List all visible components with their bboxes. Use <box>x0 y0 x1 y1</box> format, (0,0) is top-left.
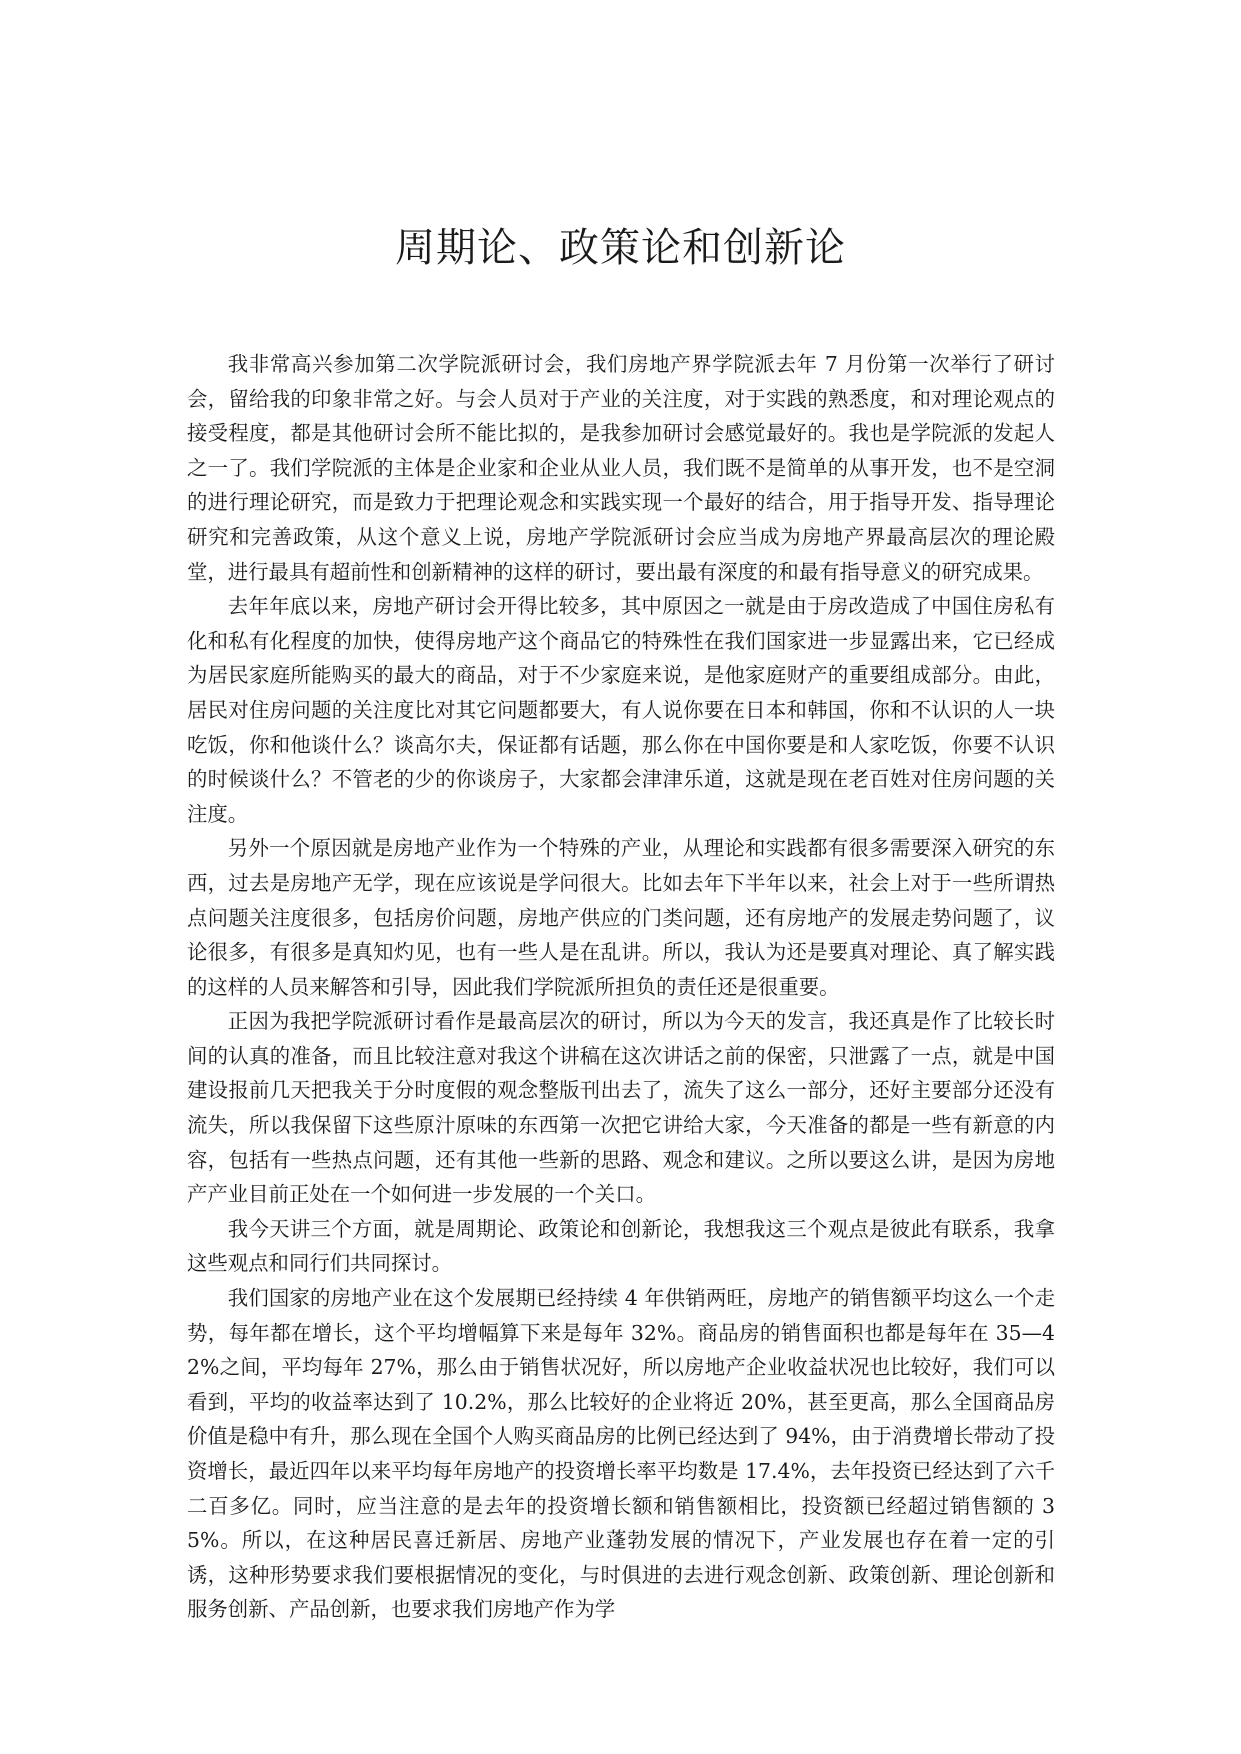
paragraph: 另外一个原因就是房地产业作为一个特殊的产业，从理论和实践都有很多需要深入研究的东西，过去是房地产无学，现在应该说是学问很大。比如去年下半年以来，社会上对于一些所谓热点问题关注度很多，包括房价问题，房地产供应的门类问题，还有房地产的发展走势问题了，议论很多，有很多是真知灼见，也有一些人是在乱讲。所以，我认为还是要真对理论、真了解实践的这样的人员来解答和引导，因此我们学院派所担负的责任还是很重要。 <box>187 836 1055 999</box>
paragraph: 我今天讲三个方面，就是周期论、政策论和创新论，我想我这三个观点是彼此有联系，我拿这些观点和同行们共同探讨。 <box>187 1216 1055 1276</box>
paragraph: 正因为我把学院派研讨看作是最高层次的研讨，所以为今天的发言，我还真是作了比较长时间的认真的准备，而且比较注意对我这个讲稿在这次讲话之前的保密，只泄露了一点，就是中国建设报前几天把我关于分时度假的观念整版刊出去了，流失了这么一部分，还好主要部分还没有流失，所以我保留下这些原汁原味的东西第一次把它讲给大家，今天准备的都是一些有新意的内容，包括有一些热点问题，还有其他一些新的思路、观念和建议。之所以要这么讲，是因为房地产产业目前正处在一个如何进一步发展的一个关口。 <box>187 1009 1055 1207</box>
paragraph: 我非常高兴参加第二次学院派研讨会，我们房地产界学院派去年 7 月份第一次举行了研讨会，留给我的印象非常之好。与会人员对于产业的关注度，对于实践的熟悉度，和对理论观点的接受程度，都是其他研讨会所不能比拟的，是我参加研讨会感觉最好的。我也是学院派的发起人之一了。我们学院派的主体是企业家和企业从业人员，我们既不是简单的从事开发，也不是空洞的进行理论研究，而是致力于把理论观念和实践实现一个最好的结合，用于指导开发、指导理论研究和完善政策，从这个意义上说，房地产学院派研讨会应当成为房地产界最高层次的理论殿堂，进行最具有超前性和创新精神的这样的研讨，要出最有深度的和最有指导意义的研究成果。 <box>187 352 1055 584</box>
paragraph: 去年年底以来，房地产研讨会开得比较多，其中原因之一就是由于房改造成了中国住房私有化和私有化程度的加快，使得房地产这个商品它的特殊性在我们国家进一步显露出来，它已经成为居民家庭所能购买的最大的商品，对于不少家庭来说，是他家庭财产的重要组成部分。由此，居民对住房问题的关注度比对其它问题都要大，有人说你要在日本和韩国，你和不认识的人一块吃饭，你和他谈什么？谈高尔夫，保证都有话题，那么你在中国你要是和人家吃饭，你要不认识的时候谈什么？不管老的少的你谈房子，大家都会津津乐道，这就是现在老百姓对住房问题的关注度。 <box>187 594 1055 826</box>
document-body <box>187 347 1055 1627</box>
document-title: 周期论、政策论和创新论 <box>395 225 846 271</box>
paragraph: 我们国家的房地产业在这个发展期已经持续 4 年供销两旺，房地产的销售额平均这么一个走势，每年都在增长，这个平均增幅算下来是每年 32%。商品房的销售面积也都是每年在 35—42%之间，平均每年 27%，那么由于销售状况好，所以房地产企业收益状况也比较好，我们可以看到，平均的收益率达到了 10.2%，那么比较好的企业将近 20%，甚至更高，那么全国商品房价值是稳中有升，那么现在全国个人购买商品房的比例已经达到了 94%，由于消费增长带动了投资增长，最近四年以来平均每年房地产的投资增长率平均数是 17.4%，去年投资已经达到了六千二百多亿。同时，应当注意的是去年的投资增长额和销售额相比，投资额已经超过销售额的 35%。所以，在这种居民喜迁新居、房地产业蓬勃发展的情况下，产业发展也存在着一定的引诱，这种形势要求我们要根据情况的变化，与时俱进的去进行观念创新、政策创新、理论创新和服务创新、产品创新，也要求我们房地产作为学 <box>187 1286 1055 1622</box>
